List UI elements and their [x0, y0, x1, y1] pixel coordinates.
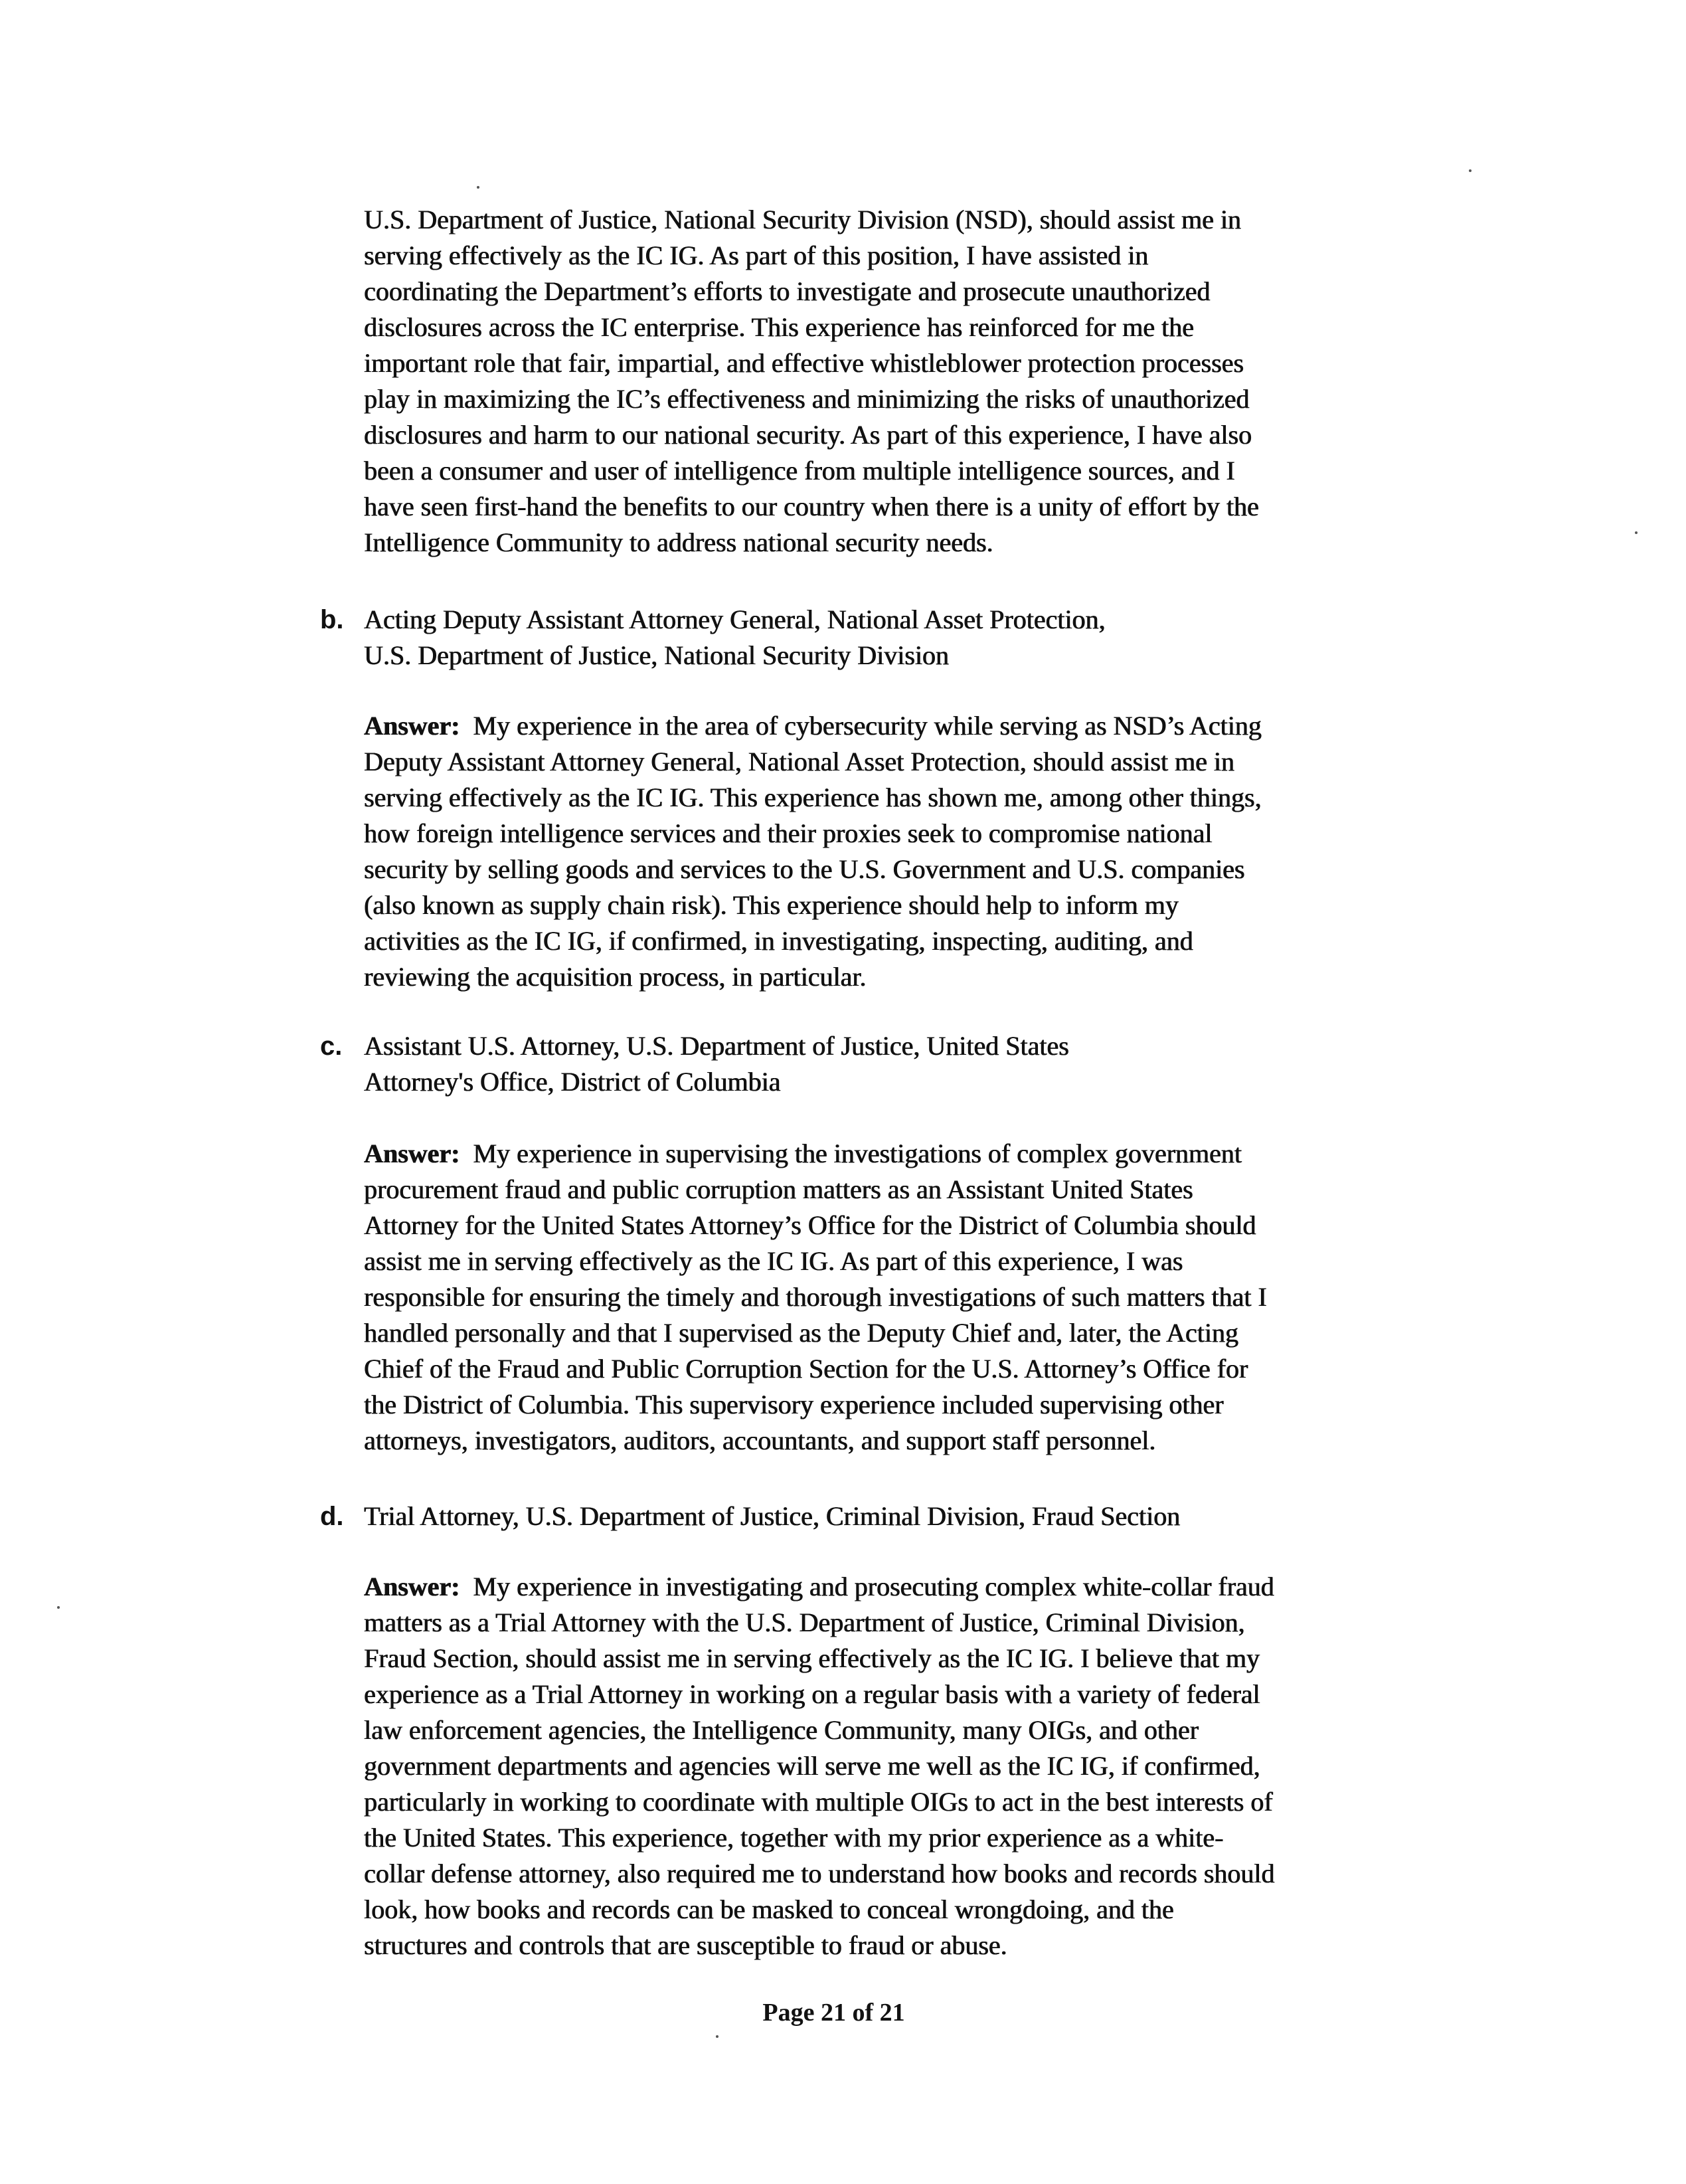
page-number-text: Page 21 of 21	[762, 1999, 905, 2027]
text-line: have seen first-hand the benefits to our country when there is a unity of effort by the	[364, 492, 1259, 521]
text-line: U.S. Department of Justice, National Security Division (NSD), should assist me in	[364, 205, 1241, 234]
answer-text: My experience in supervising the investigations of complex government	[473, 1138, 1242, 1168]
intro-paragraph	[364, 202, 1259, 561]
scan-speck	[57, 1606, 60, 1609]
text-line: (also known as supply chain risk). This experience should help to inform my	[364, 890, 1179, 920]
heading-line: Acting Deputy Assistant Attorney General, National Asset Protection,	[364, 604, 1106, 634]
heading-line: Assistant U.S. Attorney, U.S. Department of Justice, United States	[364, 1031, 1069, 1061]
text-line: Fraud Section, should assist me in serving effectively as the IC IG. I believe that my	[364, 1643, 1260, 1673]
text-line: Deputy Assistant Attorney General, National Asset Protection, should assist me in	[364, 747, 1234, 776]
text-line: important role that fair, impartial, and effective whistleblower protection processes	[364, 348, 1244, 378]
text-line: how foreign intelligence services and their proxies seek to compromise national	[364, 818, 1213, 848]
answer-label: Answer:	[364, 1138, 460, 1168]
answer-text: My experience in investigating and prosecuting complex white-collar fraud	[473, 1572, 1274, 1601]
text-line: particularly in working to coordinate with multiple OIGs to act in the best interests of	[364, 1787, 1273, 1817]
text-line: disclosures across the IC enterprise. This experience has reinforced for me the	[364, 312, 1194, 342]
answer-c	[364, 1136, 1267, 1459]
text-line: security by selling goods and services to the U.S. Government and U.S. companies	[364, 854, 1245, 884]
text-line: serving effectively as the IC IG. This experience has shown me, among other things,	[364, 782, 1262, 812]
text-line: Chief of the Fraud and Public Corruption Section for the U.S. Attorney’s Office for	[364, 1354, 1248, 1384]
text-line	[364, 708, 1262, 744]
text-line: serving effectively as the IC IG. As part of this position, I have assisted in	[364, 240, 1149, 270]
answer-b	[364, 708, 1262, 995]
text-line: reviewing the acquisition process, in particular.	[364, 962, 867, 992]
answer-label: Answer:	[364, 711, 460, 741]
text-line: activities as the IC IG, if confirmed, in investigating, inspecting, auditing, and	[364, 926, 1193, 956]
item-heading-c	[364, 1028, 1069, 1100]
scan-speck	[477, 186, 479, 189]
text-line: experience as a Trial Attorney in working on a regular basis with a variety of federal	[364, 1679, 1260, 1709]
text-line: collar defense attorney, also required me to understand how books and records should	[364, 1859, 1275, 1888]
text-line: assist me in serving effectively as the IC IG. As part of this experience, I was	[364, 1246, 1183, 1276]
item-label-c: c.	[320, 1032, 343, 1061]
text-line: coordinating the Department’s efforts to investigate and prosecute unauthorized	[364, 276, 1211, 306]
text-line	[364, 1569, 1274, 1605]
text-line: structures and controls that are susceptible to fraud or abuse.	[364, 1930, 1007, 1960]
text-line: look, how books and records can be masked to conceal wrongdoing, and the	[364, 1894, 1174, 1924]
item-heading-b	[364, 602, 1105, 674]
answer-d	[364, 1569, 1274, 1963]
text-line: disclosures and harm to our national security. As part of this experience, I have also	[364, 420, 1252, 450]
heading-line: Attorney's Office, District of Columbia	[364, 1067, 781, 1097]
text-line: been a consumer and user of intelligence from multiple intelligence sources, and I	[364, 456, 1235, 486]
text-line: handled personally and that I supervised as the Deputy Chief and, later, the Acting	[364, 1318, 1238, 1348]
text-line: attorneys, investigators, auditors, accountants, and support staff personnel.	[364, 1425, 1156, 1455]
text-line: law enforcement agencies, the Intelligence Community, many OIGs, and other	[364, 1715, 1199, 1745]
answer-text: My experience in the area of cybersecurity while serving as NSD’s Acting	[473, 711, 1262, 741]
text-line: play in maximizing the IC’s effectiveness and minimizing the risks of unauthorized	[364, 384, 1250, 414]
text-line: procurement fraud and public corruption matters as an Assistant United States	[364, 1174, 1193, 1204]
text-line: government departments and agencies will serve me well as the IC IG, if confirmed,	[364, 1751, 1260, 1781]
heading-line: Trial Attorney, U.S. Department of Justice, Criminal Division, Fraud Section	[364, 1501, 1181, 1531]
page-number	[0, 1998, 1686, 2027]
text-line: the District of Columbia. This supervisory experience included supervising other	[364, 1390, 1224, 1419]
item-label-d: d.	[320, 1502, 344, 1531]
text-line: matters as a Trial Attorney with the U.S. Department of Justice, Criminal Division,	[364, 1607, 1245, 1637]
scan-speck	[1469, 169, 1472, 172]
item-label-b: b.	[320, 605, 344, 634]
item-heading-d	[364, 1499, 1180, 1534]
text-line	[364, 1136, 1267, 1172]
text-line: the United States. This experience, together with my prior experience as a white-	[364, 1823, 1224, 1853]
scan-speck	[716, 2035, 718, 2038]
heading-line: U.S. Department of Justice, National Security Division	[364, 640, 949, 670]
text-line: Intelligence Community to address national security needs.	[364, 527, 993, 557]
text-line: Attorney for the United States Attorney’s Office for the District of Columbia should	[364, 1210, 1256, 1240]
text-line: responsible for ensuring the timely and thorough investigations of such matters that I	[364, 1282, 1267, 1312]
scan-speck	[1635, 531, 1638, 534]
answer-label: Answer:	[364, 1572, 460, 1601]
